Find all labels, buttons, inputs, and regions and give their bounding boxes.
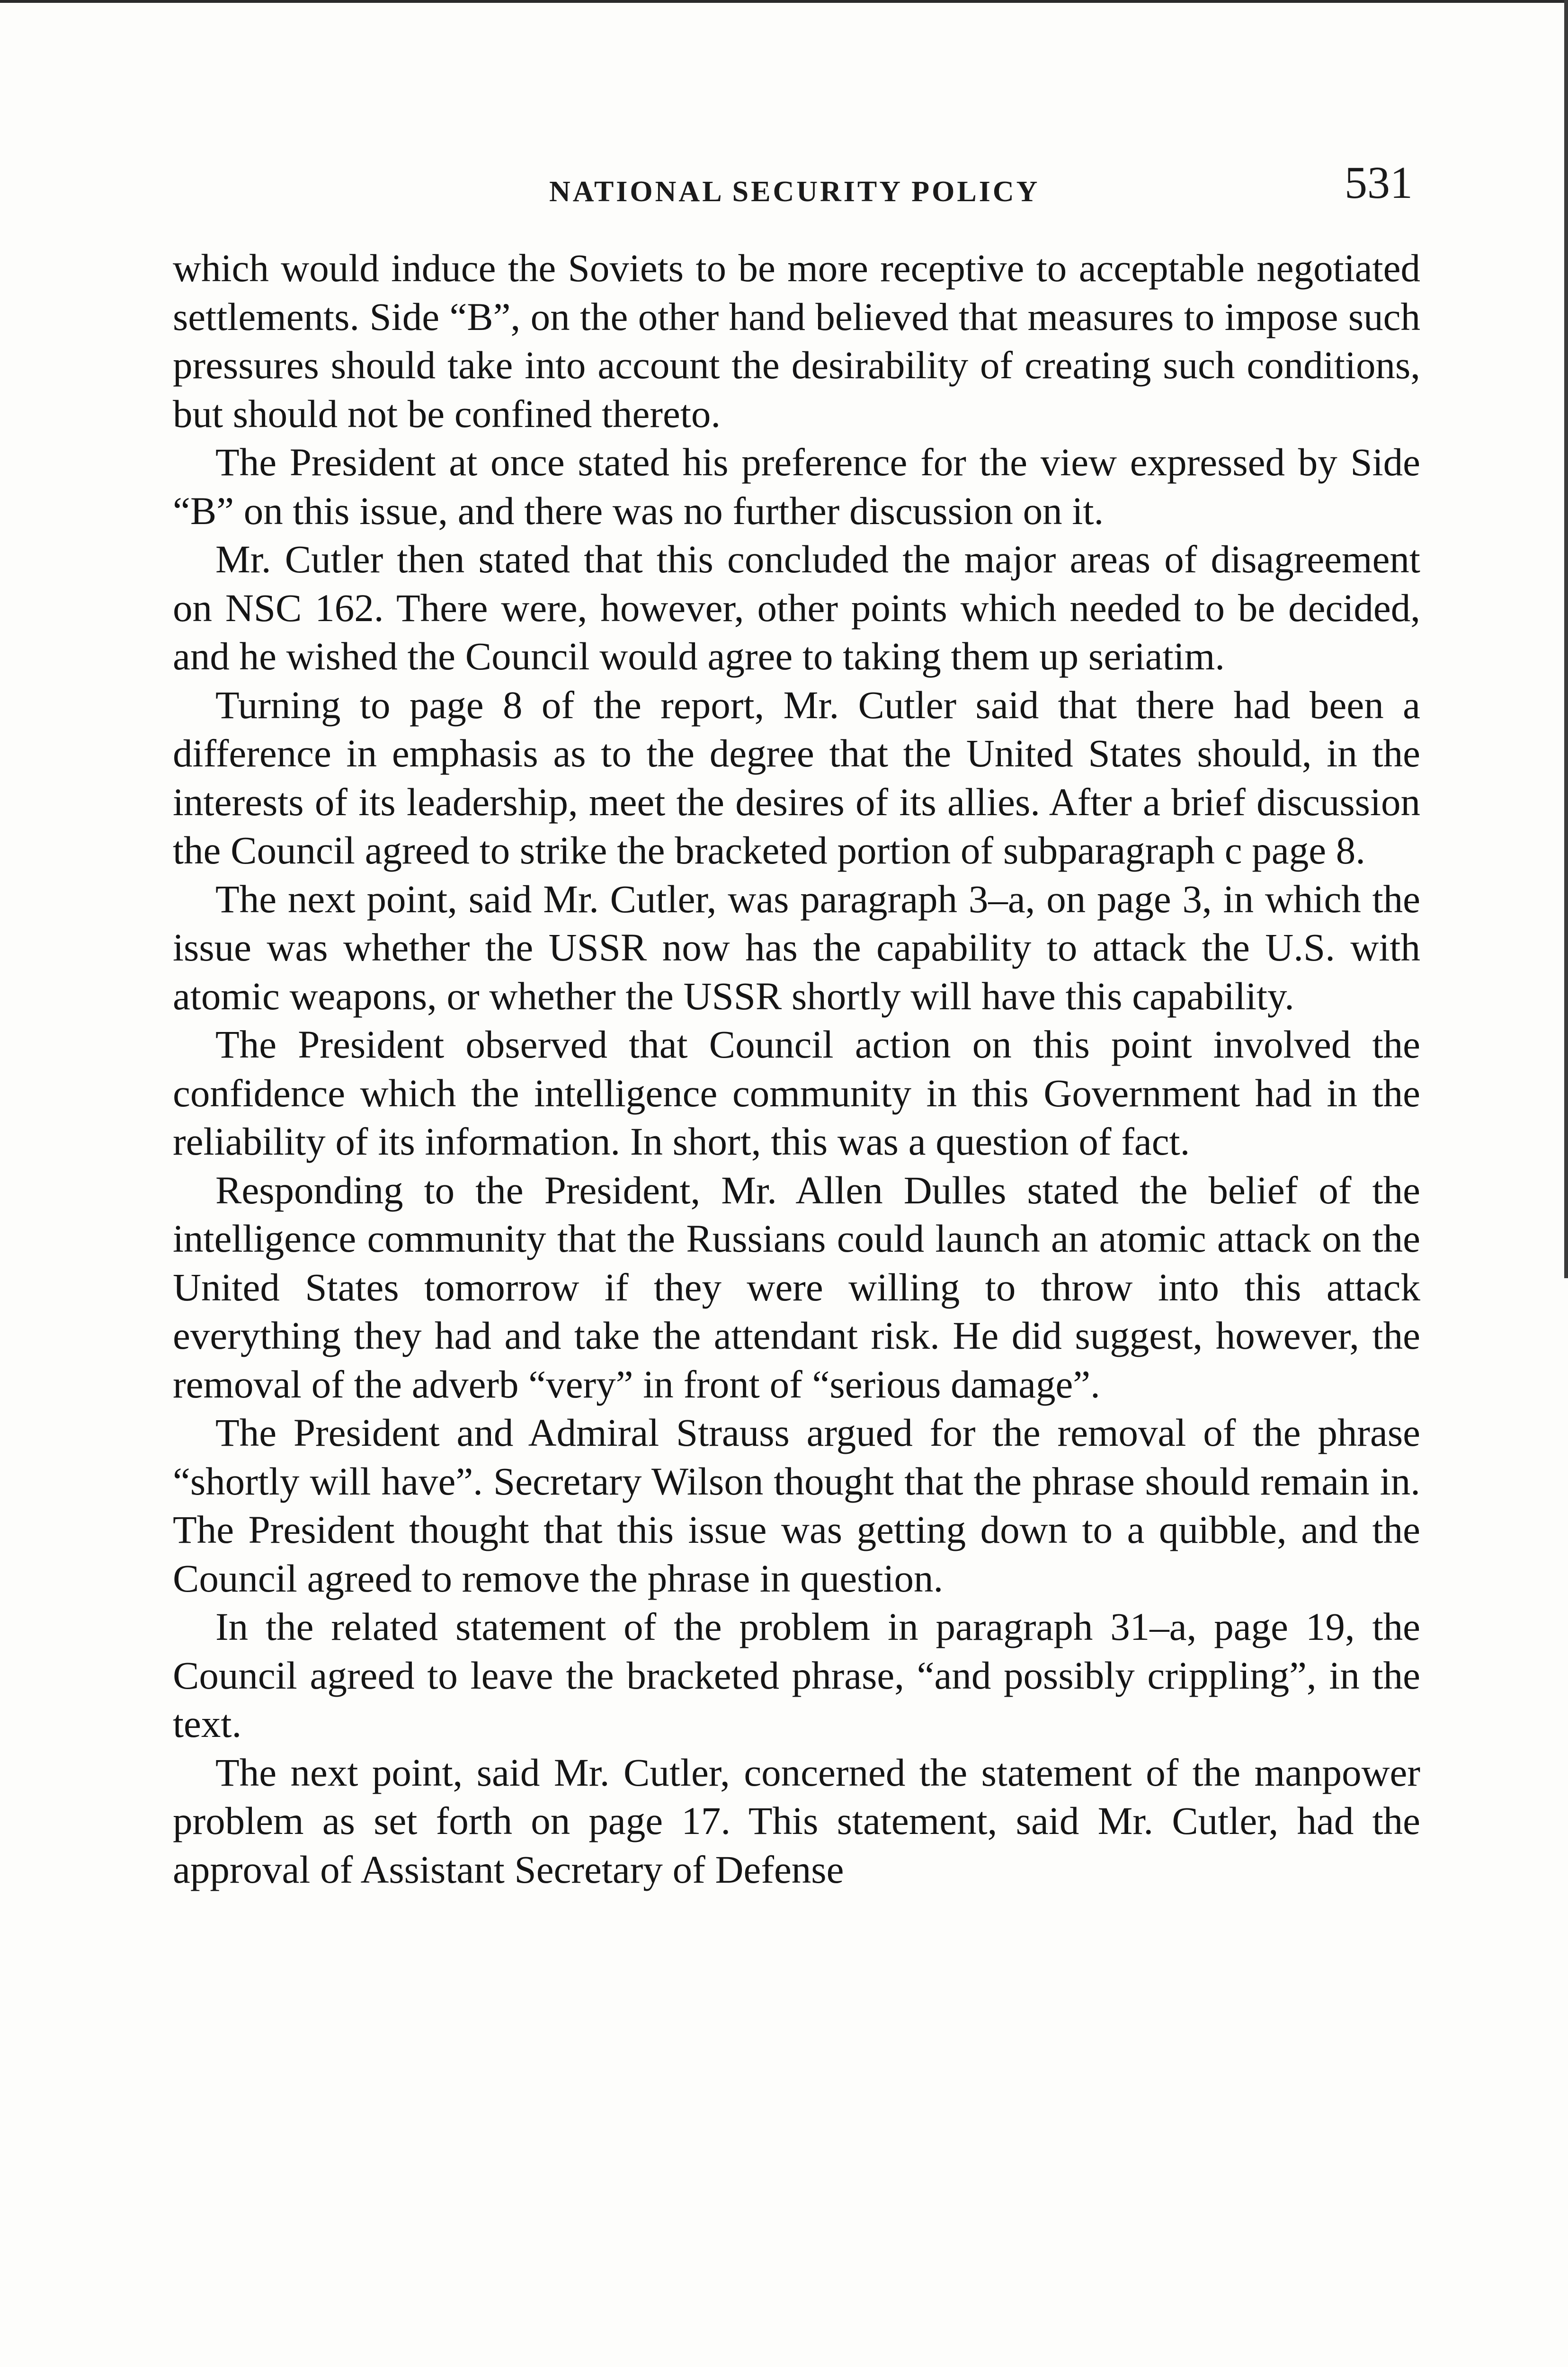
paragraph: The President and Admiral Strauss argued for the removal of the phrase “shortly will have”. Secretary Wilson thought that the phrase should remain in. The President thought that this issue was getting down to a quibble, and the Council agreed to remove the phrase in question.: [173, 1411, 1420, 1600]
paragraph: Responding to the President, Mr. Allen Dulles stated the belief of the intelligence community that the Russians could launch an atomic attack on the United States tomorrow if they were willing to throw into this attack everything they had and take the attendant risk. He did suggest, however, the removal of the adverb “very” in front of “serious damage”.: [173, 1168, 1420, 1406]
paragraph: In the related statement of the problem in paragraph 31–a, page 19, the Council agreed to leave the bracketed phrase, “and possibly crippling”, in the text.: [173, 1605, 1420, 1745]
page-top-border: [0, 0, 1568, 3]
paragraph: Turning to page 8 of the report, Mr. Cutler said that there had been a difference in emphasis as to the degree that the United States should, in the interests of its leadership, meet the desires of its allies. After a brief discussion the Council agreed to strike the bracketed portion of subparagraph c page 8.: [173, 683, 1420, 872]
body-text: [173, 244, 1420, 1894]
paragraph: The next point, said Mr. Cutler, was paragraph 3–a, on page 3, in which the issue was whether the USSR now has the capability to attack the U.S. with atomic weapons, or whether the USSR shortly will have this capability.: [173, 877, 1420, 1018]
paragraph: Mr. Cutler then stated that this concluded the major areas of disagreement on NSC 162. There were, however, other points which needed to be decided, and he wished the Council would agree to taking them up seriatim.: [173, 537, 1420, 678]
page-right-border: [1564, 0, 1568, 1278]
paragraph: The President observed that Council action on this point involved the confidence which the intelligence community in this Government had in the reliability of its information. In short, this was a question of fact.: [173, 1023, 1420, 1163]
paragraph: The President at once stated his preference for the view expressed by Side “B” on this issue, and there was no further discussion on it.: [173, 440, 1420, 533]
paragraph: The next point, said Mr. Cutler, concerned the statement of the manpower problem as set forth on page 17. This statement, said Mr. Cutler, had the approval of Assistant Secretary of Defense: [173, 1750, 1420, 1891]
running-head: NATIONAL SECURITY POLICY: [549, 176, 1040, 208]
paragraph-continued: which would induce the Soviets to be more receptive to acceptable negotiated settlements. Side “B”, on the other hand believed that measures to impose such pressures should take into account the desirability of creating such conditions, but should not be confined thereto.: [173, 246, 1420, 436]
page-number: 531: [1345, 157, 1413, 208]
